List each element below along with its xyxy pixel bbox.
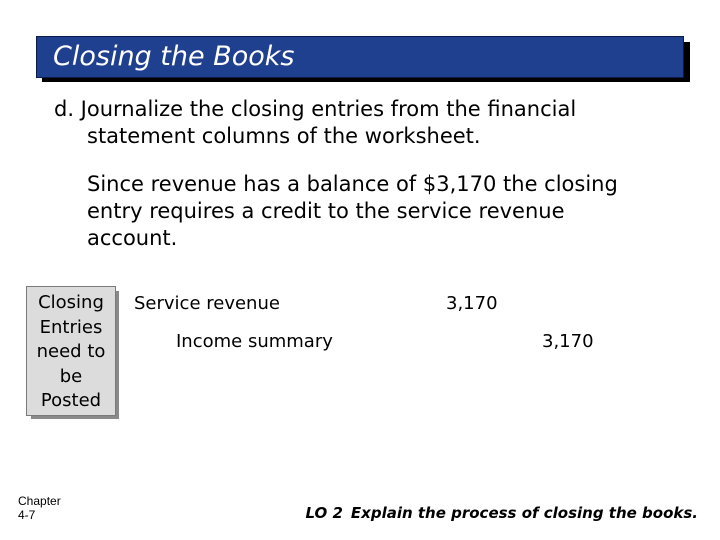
learning-objective-text: Explain the process of closing the books. <box>350 504 698 522</box>
instruction-line-2: statement columns of the worksheet. <box>87 124 481 148</box>
side-note-text: Closing Entries need to be Posted <box>36 292 106 411</box>
title-banner <box>36 36 684 78</box>
learning-objective-number: LO 2 <box>305 504 343 522</box>
debit-account: Service revenue <box>134 293 280 314</box>
slide-title: Closing the Books <box>53 41 295 72</box>
explanation-line-2: entry requires a credit to the service revenue <box>87 199 565 223</box>
debit-amount: 3,170 <box>446 293 498 314</box>
credit-account: Income summary <box>176 331 333 352</box>
explanation-line-3: account. <box>87 226 178 250</box>
instruction-line-1: d. Journalize the closing entries from the financial <box>54 97 577 121</box>
chapter-label: Chapter 4-7 <box>18 494 61 522</box>
explanation-line-1: Since revenue has a balance of $3,170 the closing <box>87 172 618 196</box>
credit-amount: 3,170 <box>542 331 594 352</box>
side-note-box <box>26 286 116 416</box>
learning-objective-footer <box>305 504 698 522</box>
